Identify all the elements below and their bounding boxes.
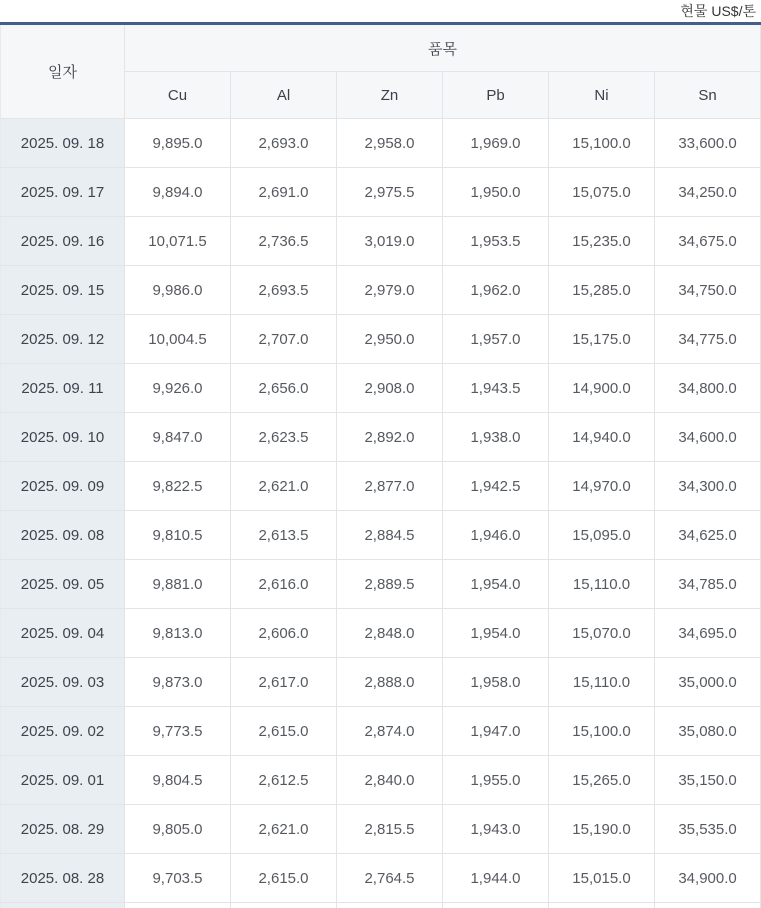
price-cell-sn: 35,000.0 bbox=[655, 658, 761, 707]
price-cell-al: 2,736.5 bbox=[231, 217, 337, 266]
price-cell-sn: 34,800.0 bbox=[655, 364, 761, 413]
price-cell-sn: 34,600.0 bbox=[655, 413, 761, 462]
price-cell-al: 2,615.0 bbox=[231, 854, 337, 903]
price-cell-cu: 10,071.5 bbox=[125, 217, 231, 266]
price-cell-pb: 1,938.0 bbox=[443, 413, 549, 462]
price-cell-ni: 15,075.0 bbox=[549, 168, 655, 217]
price-cell-ni: 14,940.0 bbox=[549, 413, 655, 462]
price-cell-cu: 9,986.0 bbox=[125, 266, 231, 315]
price-cell-ni: 14,970.0 bbox=[549, 462, 655, 511]
price-cell-pb: 1,950.0 bbox=[443, 168, 549, 217]
price-cell-zn: 2,874.0 bbox=[337, 707, 443, 756]
price-cell-ni: 15,070.0 bbox=[549, 609, 655, 658]
price-cell-ni: 15,190.0 bbox=[549, 805, 655, 854]
price-cell-pb: 1,958.0 bbox=[443, 658, 549, 707]
price-cell-cu: 9,881.0 bbox=[125, 560, 231, 609]
price-cell-sn: 34,625.0 bbox=[655, 511, 761, 560]
price-cell-pb: 1,953.5 bbox=[443, 217, 549, 266]
price-cell-zn: 2,908.0 bbox=[337, 364, 443, 413]
price-cell-cu: 9,773.5 bbox=[125, 707, 231, 756]
price-cell-al: 2,707.0 bbox=[231, 315, 337, 364]
date-cell: 2025. 09. 08 bbox=[1, 511, 125, 560]
price-cell-sn: 35,150.0 bbox=[655, 756, 761, 805]
date-column-header: 일자 bbox=[1, 25, 125, 119]
date-cell bbox=[1, 903, 125, 908]
price-cell-cu: 9,895.0 bbox=[125, 119, 231, 168]
date-cell: 2025. 08. 28 bbox=[1, 854, 125, 903]
price-cell-sn: 34,675.0 bbox=[655, 217, 761, 266]
price-cell-al: 2,615.0 bbox=[231, 707, 337, 756]
date-cell: 2025. 09. 09 bbox=[1, 462, 125, 511]
price-cell-al: 2,612.5 bbox=[231, 756, 337, 805]
column-header-cu: Cu bbox=[125, 72, 231, 119]
date-cell: 2025. 09. 05 bbox=[1, 560, 125, 609]
price-cell-pb: 1,942.5 bbox=[443, 462, 549, 511]
table-row bbox=[1, 707, 761, 756]
price-cell-sn: 35,080.0 bbox=[655, 707, 761, 756]
price-cell bbox=[655, 903, 761, 908]
table-row-partial bbox=[1, 903, 761, 908]
date-cell: 2025. 09. 04 bbox=[1, 609, 125, 658]
header-row-group bbox=[1, 25, 761, 72]
unit-bar bbox=[0, 0, 761, 22]
date-cell: 2025. 09. 17 bbox=[1, 168, 125, 217]
price-cell-cu: 9,873.0 bbox=[125, 658, 231, 707]
price-cell-sn: 34,695.0 bbox=[655, 609, 761, 658]
price-cell-ni: 15,285.0 bbox=[549, 266, 655, 315]
table-row bbox=[1, 217, 761, 266]
column-header-zn: Zn bbox=[337, 72, 443, 119]
price-cell-ni: 15,100.0 bbox=[549, 707, 655, 756]
price-cell-sn: 33,600.0 bbox=[655, 119, 761, 168]
table-row bbox=[1, 511, 761, 560]
price-cell-sn: 34,750.0 bbox=[655, 266, 761, 315]
price-cell-al: 2,691.0 bbox=[231, 168, 337, 217]
price-cell bbox=[549, 903, 655, 908]
price-cell bbox=[443, 903, 549, 908]
price-cell-al: 2,613.5 bbox=[231, 511, 337, 560]
price-cell-pb: 1,944.0 bbox=[443, 854, 549, 903]
price-cell-pb: 1,943.5 bbox=[443, 364, 549, 413]
price-cell-zn: 2,840.0 bbox=[337, 756, 443, 805]
price-cell-cu: 10,004.5 bbox=[125, 315, 231, 364]
price-cell-zn: 2,884.5 bbox=[337, 511, 443, 560]
price-cell-zn: 2,848.0 bbox=[337, 609, 443, 658]
price-cell bbox=[337, 903, 443, 908]
price-cell-cu: 9,813.0 bbox=[125, 609, 231, 658]
table-row bbox=[1, 168, 761, 217]
date-cell: 2025. 09. 11 bbox=[1, 364, 125, 413]
unit-label: 현물 US$/톤 bbox=[680, 3, 756, 19]
price-cell-al: 2,693.5 bbox=[231, 266, 337, 315]
price-cell-zn: 3,019.0 bbox=[337, 217, 443, 266]
price-cell-zn: 2,764.5 bbox=[337, 854, 443, 903]
price-cell-pb: 1,954.0 bbox=[443, 560, 549, 609]
price-cell-cu: 9,926.0 bbox=[125, 364, 231, 413]
column-header-al: Al bbox=[231, 72, 337, 119]
price-cell-zn: 2,889.5 bbox=[337, 560, 443, 609]
price-cell-pb: 1,943.0 bbox=[443, 805, 549, 854]
date-cell: 2025. 09. 10 bbox=[1, 413, 125, 462]
date-cell: 2025. 09. 03 bbox=[1, 658, 125, 707]
table-row bbox=[1, 658, 761, 707]
price-cell-sn: 34,785.0 bbox=[655, 560, 761, 609]
price-cell-ni: 15,235.0 bbox=[549, 217, 655, 266]
column-header-sn: Sn bbox=[655, 72, 761, 119]
price-cell-ni: 15,095.0 bbox=[549, 511, 655, 560]
table-body bbox=[1, 119, 761, 908]
price-cell-zn: 2,892.0 bbox=[337, 413, 443, 462]
price-cell-sn: 34,300.0 bbox=[655, 462, 761, 511]
price-cell-al: 2,621.0 bbox=[231, 462, 337, 511]
table-row bbox=[1, 364, 761, 413]
price-cell-ni: 15,100.0 bbox=[549, 119, 655, 168]
date-cell: 2025. 09. 15 bbox=[1, 266, 125, 315]
price-cell-al: 2,616.0 bbox=[231, 560, 337, 609]
table-row bbox=[1, 805, 761, 854]
price-cell-cu: 9,810.5 bbox=[125, 511, 231, 560]
price-cell-pb: 1,962.0 bbox=[443, 266, 549, 315]
date-cell: 2025. 09. 16 bbox=[1, 217, 125, 266]
price-cell bbox=[125, 903, 231, 908]
price-cell-al: 2,606.0 bbox=[231, 609, 337, 658]
table-row bbox=[1, 560, 761, 609]
date-cell: 2025. 09. 02 bbox=[1, 707, 125, 756]
price-cell-sn: 35,535.0 bbox=[655, 805, 761, 854]
price-cell-cu: 9,703.5 bbox=[125, 854, 231, 903]
price-cell-ni: 15,175.0 bbox=[549, 315, 655, 364]
date-cell: 2025. 09. 01 bbox=[1, 756, 125, 805]
table-row bbox=[1, 266, 761, 315]
price-cell-zn: 2,958.0 bbox=[337, 119, 443, 168]
price-cell-cu: 9,805.0 bbox=[125, 805, 231, 854]
price-cell-pb: 1,946.0 bbox=[443, 511, 549, 560]
table-row bbox=[1, 315, 761, 364]
table-header bbox=[1, 25, 761, 119]
commodity-group-header: 품목 bbox=[125, 25, 761, 72]
price-cell-zn: 2,888.0 bbox=[337, 658, 443, 707]
price-cell-pb: 1,955.0 bbox=[443, 756, 549, 805]
column-header-pb: Pb bbox=[443, 72, 549, 119]
price-cell-al: 2,621.0 bbox=[231, 805, 337, 854]
price-cell-al: 2,623.5 bbox=[231, 413, 337, 462]
price-cell-pb: 1,957.0 bbox=[443, 315, 549, 364]
price-cell-al: 2,656.0 bbox=[231, 364, 337, 413]
price-cell-zn: 2,950.0 bbox=[337, 315, 443, 364]
price-cell-cu: 9,822.5 bbox=[125, 462, 231, 511]
table-row bbox=[1, 462, 761, 511]
table-row bbox=[1, 119, 761, 168]
price-cell-cu: 9,894.0 bbox=[125, 168, 231, 217]
date-cell: 2025. 09. 18 bbox=[1, 119, 125, 168]
price-cell-pb: 1,969.0 bbox=[443, 119, 549, 168]
column-header-ni: Ni bbox=[549, 72, 655, 119]
price-cell-pb: 1,954.0 bbox=[443, 609, 549, 658]
table-row bbox=[1, 609, 761, 658]
table-row bbox=[1, 413, 761, 462]
price-cell-cu: 9,804.5 bbox=[125, 756, 231, 805]
price-cell-al: 2,617.0 bbox=[231, 658, 337, 707]
price-cell-cu: 9,847.0 bbox=[125, 413, 231, 462]
price-cell-zn: 2,877.0 bbox=[337, 462, 443, 511]
price-cell-pb: 1,947.0 bbox=[443, 707, 549, 756]
table-row bbox=[1, 854, 761, 903]
metal-price-table bbox=[0, 25, 761, 908]
price-cell-ni: 14,900.0 bbox=[549, 364, 655, 413]
price-cell-al: 2,693.0 bbox=[231, 119, 337, 168]
price-cell-sn: 34,900.0 bbox=[655, 854, 761, 903]
price-cell-ni: 15,265.0 bbox=[549, 756, 655, 805]
price-cell-ni: 15,110.0 bbox=[549, 560, 655, 609]
price-cell-zn: 2,979.0 bbox=[337, 266, 443, 315]
price-cell-ni: 15,110.0 bbox=[549, 658, 655, 707]
table-row bbox=[1, 756, 761, 805]
price-cell-zn: 2,975.5 bbox=[337, 168, 443, 217]
date-cell: 2025. 09. 12 bbox=[1, 315, 125, 364]
price-cell-ni: 15,015.0 bbox=[549, 854, 655, 903]
date-cell: 2025. 08. 29 bbox=[1, 805, 125, 854]
price-cell-sn: 34,250.0 bbox=[655, 168, 761, 217]
price-cell-sn: 34,775.0 bbox=[655, 315, 761, 364]
price-cell-zn: 2,815.5 bbox=[337, 805, 443, 854]
price-cell bbox=[231, 903, 337, 908]
